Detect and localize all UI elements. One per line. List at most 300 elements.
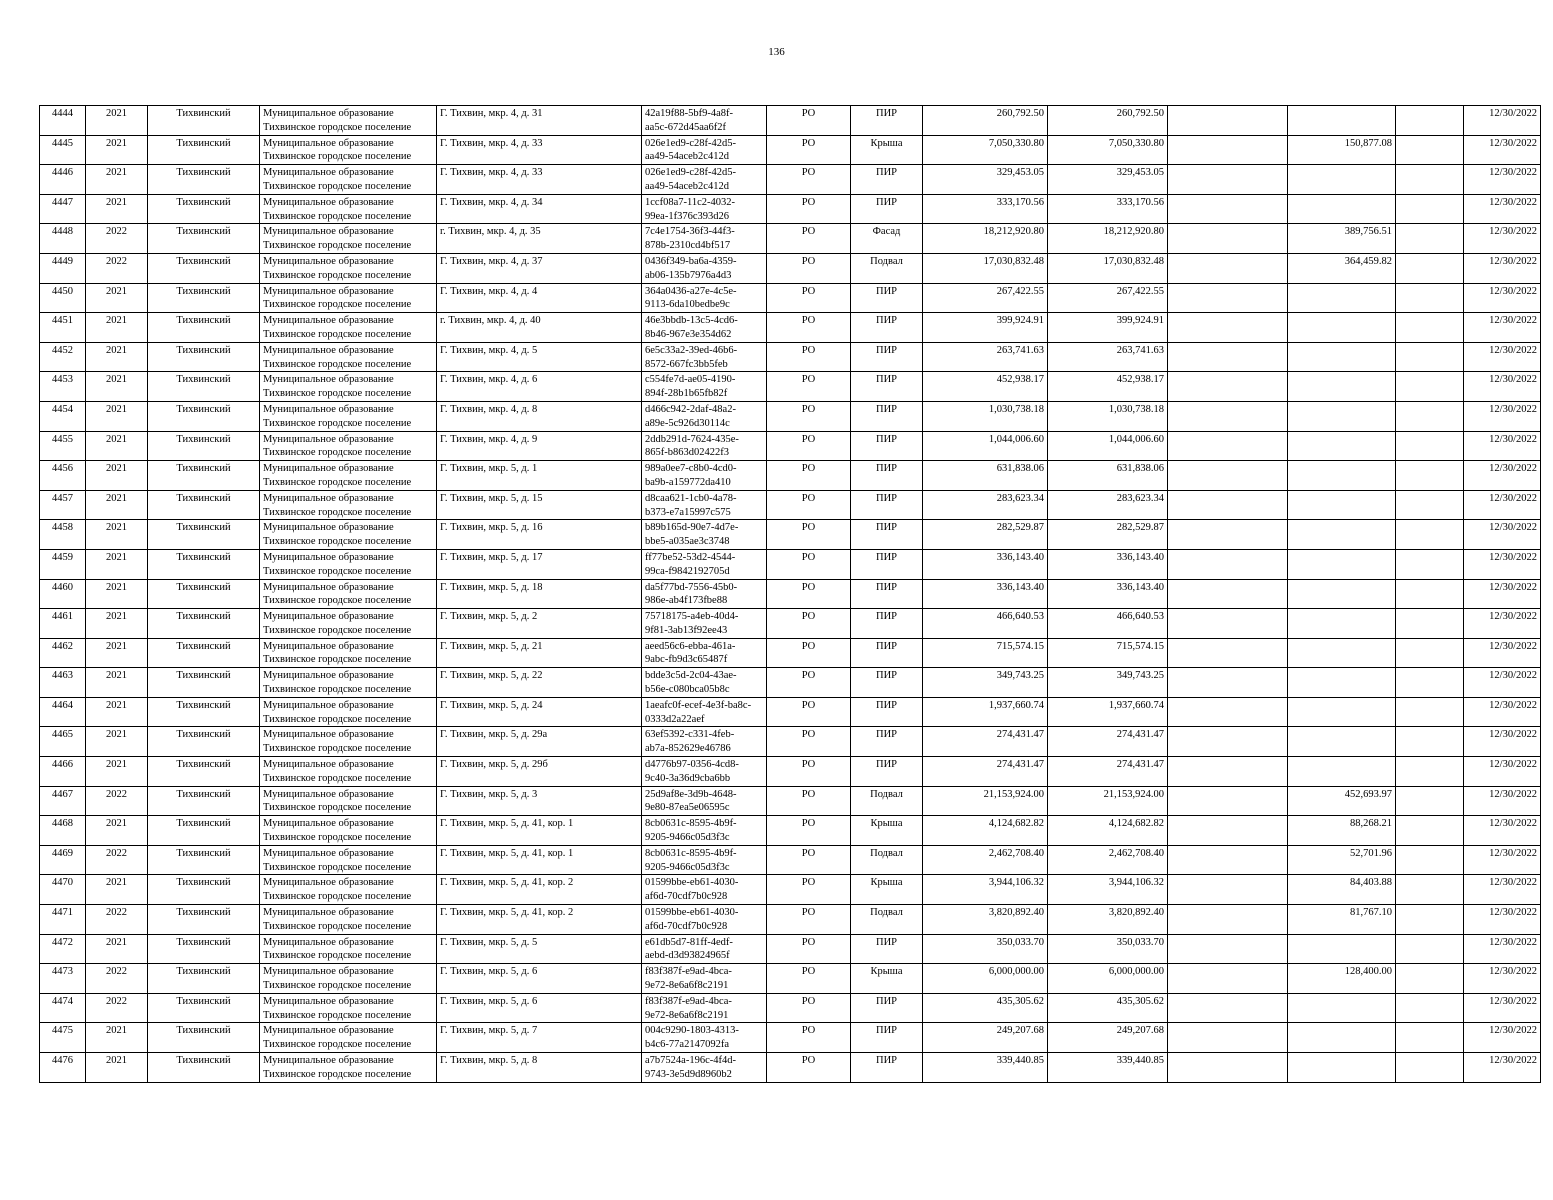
- cell-completion-date-text: 12/30/2022: [1489, 374, 1537, 386]
- cell-fund-cost-text: 6,000,000.00: [1108, 966, 1164, 978]
- cell-total-cost: [923, 816, 1048, 846]
- cell-operator-type: [767, 165, 851, 195]
- cell-house-id: [642, 579, 767, 609]
- cell-row-number: [40, 697, 86, 727]
- cell-operator-type: [767, 194, 851, 224]
- cell-work-type: [851, 638, 923, 668]
- table-row: [40, 342, 1541, 372]
- cell-work-type: [851, 431, 923, 461]
- cell-fund-cost: [1048, 757, 1168, 787]
- cell-completion-date: [1464, 964, 1541, 994]
- cell-municipality-text: Муниципальное образование: [263, 551, 394, 563]
- cell-completion-date: [1464, 461, 1541, 491]
- cell-fund-cost-text: 3,944,106.32: [1108, 877, 1164, 889]
- cell-work-type: [851, 993, 923, 1023]
- cell-other-cost: [1168, 461, 1288, 491]
- cell-control-cost: [1288, 993, 1396, 1023]
- cell-address-text: Г. Тихвин, мкр. 5, д. 17: [440, 551, 543, 563]
- cell-other-cost: [1168, 697, 1288, 727]
- cell-work-type: [851, 905, 923, 935]
- cell-house-id-text: ab7a-852629e46786: [645, 743, 731, 755]
- cell-municipality-text: Тихвинское городское поселение: [263, 358, 412, 370]
- cell-completion-date-text: 12/30/2022: [1489, 699, 1537, 711]
- cell-row-number-text: 4449: [52, 255, 73, 267]
- cell-year: [86, 786, 148, 816]
- cell-house-id-text: 9e72-8e6a6f8c2191: [645, 980, 729, 992]
- cell-house-id: [642, 1023, 767, 1053]
- cell-row-number-text: 4454: [52, 403, 73, 415]
- cell-house-id-text: 9205-9466c05d3f3c: [645, 832, 730, 844]
- cell-row-number: [40, 1023, 86, 1053]
- cell-total-cost: [923, 757, 1048, 787]
- cell-total-cost-text: 715,574.15: [996, 640, 1044, 652]
- cell-work-type: [851, 490, 923, 520]
- cell-control-cost: [1288, 520, 1396, 550]
- cell-total-cost-text: 452,938.17: [996, 374, 1044, 386]
- table-row: [40, 106, 1541, 136]
- cell-municipality-text: Муниципальное образование: [263, 463, 394, 475]
- cell-address: [437, 993, 642, 1023]
- cell-year: [86, 1053, 148, 1083]
- cell-address-text: Г. Тихвин, мкр. 5, д. 2: [440, 611, 538, 623]
- cell-house-id: [642, 490, 767, 520]
- cell-house-id-text: b56e-c080bca05b8c: [645, 684, 730, 696]
- cell-completion-date: [1464, 549, 1541, 579]
- cell-municipality: [260, 194, 437, 224]
- cell-control-cost: [1288, 194, 1396, 224]
- cell-control-cost-text: 452,693.97: [1344, 788, 1392, 800]
- cell-total-cost: [923, 697, 1048, 727]
- cell-total-cost: [923, 579, 1048, 609]
- cell-completion-date-text: 12/30/2022: [1489, 640, 1537, 652]
- cell-operator-type: [767, 401, 851, 431]
- cell-district-text: Тихвинский: [176, 640, 231, 652]
- cell-district: [148, 1023, 260, 1053]
- cell-other-cost: [1168, 106, 1288, 136]
- cell-address-text: Г. Тихвин, мкр. 5, д. 41, кор. 2: [440, 907, 574, 919]
- cell-control-cost: [1288, 845, 1396, 875]
- cell-address-text: Г. Тихвин, мкр. 5, д. 41, кор. 2: [440, 877, 574, 889]
- cell-address-text: Г. Тихвин, мкр. 5, д. 22: [440, 670, 543, 682]
- cell-house-id-text: 026e1ed9-c28f-42d5-: [645, 167, 736, 179]
- cell-year-text: 2021: [106, 167, 127, 179]
- cell-work-type-text: ПИР: [875, 670, 897, 682]
- cell-total-cost: [923, 609, 1048, 639]
- cell-address: [437, 135, 642, 165]
- cell-total-cost-text: 7,050,330.80: [988, 137, 1044, 149]
- cell-fund-cost-text: 333,170.56: [1116, 196, 1164, 208]
- cell-work-type: [851, 757, 923, 787]
- cell-row-number-text: 4456: [52, 463, 73, 475]
- cell-work-type: [851, 520, 923, 550]
- cell-municipality-text: Тихвинское городское поселение: [263, 506, 412, 518]
- cell-fund-cost: [1048, 579, 1168, 609]
- cell-total-cost: [923, 549, 1048, 579]
- cell-address: [437, 372, 642, 402]
- cell-row-number: [40, 106, 86, 136]
- cell-operator-type-text: РО: [801, 611, 816, 623]
- cell-house-id: [642, 549, 767, 579]
- cell-work-type-text: ПИР: [875, 995, 897, 1007]
- cell-total-cost-text: 274,431.47: [996, 729, 1044, 741]
- cell-work-type-text: ПИР: [875, 729, 897, 741]
- cell-control-cost: [1288, 638, 1396, 668]
- cell-work-type-text: Крыша: [870, 877, 903, 889]
- cell-year: [86, 727, 148, 757]
- cell-total-cost-text: 336,143.40: [996, 581, 1044, 593]
- cell-fund-cost: [1048, 165, 1168, 195]
- cell-municipality-text: Муниципальное образование: [263, 374, 394, 386]
- cell-fund-cost: [1048, 609, 1168, 639]
- cell-row-number: [40, 461, 86, 491]
- cell-work-type: [851, 135, 923, 165]
- cell-work-type: [851, 165, 923, 195]
- cell-work-type: [851, 727, 923, 757]
- cell-operator-type: [767, 313, 851, 343]
- cell-operator-type-text: РО: [801, 759, 816, 771]
- cell-completion-date: [1464, 697, 1541, 727]
- cell-work-type-text: ПИР: [875, 699, 897, 711]
- cell-municipality-text: Муниципальное образование: [263, 1025, 394, 1037]
- cell-district: [148, 668, 260, 698]
- cell-row-number-text: 4446: [52, 167, 73, 179]
- cell-completion-date: [1464, 401, 1541, 431]
- cell-house-id: [642, 194, 767, 224]
- cell-fund-cost-text: 267,422.55: [1116, 285, 1164, 297]
- cell-house-id-text: 63ef5392-c331-4feb-: [645, 729, 735, 741]
- cell-row-number: [40, 816, 86, 846]
- cell-house-id-text: d4776b97-0356-4cd8-: [645, 759, 739, 771]
- cell-address-text: Г. Тихвин, мкр. 5, д. 18: [440, 581, 543, 593]
- cell-extra-cost: [1396, 135, 1464, 165]
- cell-house-id-text: 0333d2a22aef: [645, 713, 705, 725]
- cell-other-cost: [1168, 668, 1288, 698]
- cell-municipality-text: Тихвинское городское поселение: [263, 328, 412, 340]
- cell-row-number-text: 4464: [52, 699, 73, 711]
- cell-district-text: Тихвинский: [176, 759, 231, 771]
- cell-row-number-text: 4461: [52, 611, 73, 623]
- cell-municipality: [260, 490, 437, 520]
- cell-municipality-text: Муниципальное образование: [263, 729, 394, 741]
- cell-house-id: [642, 1053, 767, 1083]
- cell-district-text: Тихвинский: [176, 344, 231, 356]
- cell-row-number: [40, 934, 86, 964]
- cell-municipality-text: Тихвинское городское поселение: [263, 743, 412, 755]
- cell-operator-type: [767, 372, 851, 402]
- cell-fund-cost-text: 1,044,006.60: [1108, 433, 1164, 445]
- cell-house-id: [642, 845, 767, 875]
- cell-total-cost-text: 18,212,920.80: [983, 226, 1044, 238]
- cell-municipality: [260, 727, 437, 757]
- cell-work-type-text: ПИР: [875, 285, 897, 297]
- cell-completion-date: [1464, 875, 1541, 905]
- cell-fund-cost: [1048, 638, 1168, 668]
- cell-work-type-text: ПИР: [875, 1025, 897, 1037]
- cell-work-type-text: ПИР: [875, 463, 897, 475]
- cell-fund-cost: [1048, 283, 1168, 313]
- cell-completion-date: [1464, 727, 1541, 757]
- cell-municipality-text: Тихвинское городское поселение: [263, 1068, 412, 1080]
- cell-address-text: Г. Тихвин, мкр. 5, д. 29б: [440, 759, 548, 771]
- cell-year: [86, 431, 148, 461]
- cell-row-number: [40, 283, 86, 313]
- cell-operator-type: [767, 135, 851, 165]
- cell-address: [437, 283, 642, 313]
- cell-fund-cost: [1048, 1053, 1168, 1083]
- cell-year-text: 2021: [106, 1025, 127, 1037]
- table-row: [40, 668, 1541, 698]
- cell-total-cost-text: 17,030,832.48: [983, 255, 1044, 267]
- cell-total-cost: [923, 1023, 1048, 1053]
- cell-completion-date: [1464, 194, 1541, 224]
- cell-fund-cost: [1048, 135, 1168, 165]
- cell-fund-cost: [1048, 934, 1168, 964]
- cell-address: [437, 431, 642, 461]
- cell-house-id-text: 7c4e1754-36f3-44f3-: [645, 226, 735, 238]
- cell-municipality-text: Тихвинское городское поселение: [263, 1039, 412, 1051]
- cell-work-type: [851, 372, 923, 402]
- cell-control-cost: [1288, 549, 1396, 579]
- cell-completion-date: [1464, 313, 1541, 343]
- cell-other-cost: [1168, 372, 1288, 402]
- table-row: [40, 490, 1541, 520]
- cell-control-cost: [1288, 727, 1396, 757]
- cell-year: [86, 194, 148, 224]
- cell-year-text: 2021: [106, 374, 127, 386]
- cell-row-number-text: 4473: [52, 966, 73, 978]
- cell-work-type: [851, 875, 923, 905]
- cell-operator-type: [767, 224, 851, 254]
- cell-fund-cost: [1048, 313, 1168, 343]
- cell-house-id-text: 9c40-3a36d9cba6bb: [645, 772, 731, 784]
- cell-fund-cost-text: 260,792.50: [1116, 108, 1164, 119]
- cell-year-text: 2022: [106, 226, 127, 238]
- cell-district-text: Тихвинский: [176, 611, 231, 623]
- cell-work-type: [851, 461, 923, 491]
- cell-completion-date: [1464, 283, 1541, 313]
- cell-extra-cost: [1396, 313, 1464, 343]
- cell-district: [148, 253, 260, 283]
- cell-address-text: Г. Тихвин, мкр. 5, д. 8: [440, 1055, 538, 1066]
- cell-house-id-text: 75718175-a4eb-40d4-: [645, 611, 739, 623]
- cell-completion-date-text: 12/30/2022: [1489, 463, 1537, 475]
- cell-work-type: [851, 342, 923, 372]
- cell-district: [148, 549, 260, 579]
- cell-fund-cost-text: 715,574.15: [1116, 640, 1164, 652]
- cell-operator-type-text: РО: [801, 670, 816, 682]
- cell-fund-cost-text: 631,838.06: [1116, 463, 1164, 475]
- cell-operator-type-text: РО: [801, 315, 816, 327]
- cell-work-type: [851, 224, 923, 254]
- cell-year: [86, 875, 148, 905]
- cell-address-text: Г. Тихвин, мкр. 5, д. 5: [440, 936, 538, 948]
- cell-house-id-text: ba9b-a159772da410: [645, 476, 731, 488]
- cell-municipality: [260, 697, 437, 727]
- cell-other-cost: [1168, 1053, 1288, 1083]
- cell-total-cost: [923, 253, 1048, 283]
- cell-district-text: Тихвинский: [176, 196, 231, 208]
- cell-address-text: Г. Тихвин, мкр. 4, д. 4: [440, 285, 538, 297]
- table-row: [40, 727, 1541, 757]
- cell-completion-date: [1464, 490, 1541, 520]
- cell-other-cost: [1168, 638, 1288, 668]
- cell-total-cost: [923, 875, 1048, 905]
- cell-municipality-text: Муниципальное образование: [263, 581, 394, 593]
- table-row: [40, 993, 1541, 1023]
- cell-district: [148, 283, 260, 313]
- cell-total-cost-text: 21,153,924.00: [983, 788, 1044, 800]
- cell-house-id-text: 9113-6da10bedbe9c: [645, 299, 730, 311]
- cell-row-number: [40, 342, 86, 372]
- cell-row-number-text: 4465: [52, 729, 73, 741]
- cell-fund-cost-text: 1,937,660.74: [1108, 699, 1164, 711]
- cell-operator-type-text: РО: [801, 936, 816, 948]
- cell-work-type: [851, 1023, 923, 1053]
- cell-extra-cost: [1396, 964, 1464, 994]
- cell-operator-type: [767, 253, 851, 283]
- cell-total-cost: [923, 993, 1048, 1023]
- cell-completion-date: [1464, 431, 1541, 461]
- cell-extra-cost: [1396, 845, 1464, 875]
- cell-address: [437, 697, 642, 727]
- cell-house-id-text: aa5c-672d45aa6f2f: [645, 121, 727, 133]
- cell-municipality: [260, 165, 437, 195]
- cell-address-text: Г. Тихвин, мкр. 5, д. 16: [440, 522, 543, 534]
- table-row: [40, 431, 1541, 461]
- cell-other-cost: [1168, 964, 1288, 994]
- cell-fund-cost: [1048, 372, 1168, 402]
- cell-work-type: [851, 934, 923, 964]
- cell-row-number-text: 4475: [52, 1025, 73, 1037]
- cell-total-cost: [923, 786, 1048, 816]
- cell-completion-date-text: 12/30/2022: [1489, 670, 1537, 682]
- cell-municipality-text: Муниципальное образование: [263, 995, 394, 1007]
- cell-total-cost-text: 350,033.70: [996, 936, 1044, 948]
- cell-house-id-text: da5f77bd-7556-45b0-: [645, 581, 738, 593]
- cell-house-id-text: 99ca-f9842192705d: [645, 565, 730, 577]
- cell-row-number: [40, 194, 86, 224]
- cell-row-number: [40, 1053, 86, 1083]
- cell-completion-date: [1464, 786, 1541, 816]
- cell-row-number: [40, 609, 86, 639]
- cell-house-id: [642, 165, 767, 195]
- cell-year: [86, 490, 148, 520]
- cell-work-type-text: Крыша: [870, 137, 903, 149]
- cell-fund-cost: [1048, 845, 1168, 875]
- cell-operator-type-text: РО: [801, 374, 816, 386]
- cell-district-text: Тихвинский: [176, 818, 231, 830]
- cell-completion-date: [1464, 1053, 1541, 1083]
- cell-house-id-text: aa49-54aceb2c412d: [645, 180, 729, 192]
- cell-house-id: [642, 816, 767, 846]
- cell-district-text: Тихвинский: [176, 108, 231, 119]
- cell-municipality: [260, 964, 437, 994]
- cell-municipality-text: Муниципальное образование: [263, 907, 394, 919]
- cell-fund-cost: [1048, 342, 1168, 372]
- cell-other-cost: [1168, 549, 1288, 579]
- cell-house-id: [642, 401, 767, 431]
- cell-work-type-text: ПИР: [875, 611, 897, 623]
- cell-address: [437, 845, 642, 875]
- cell-municipality-text: Тихвинское городское поселение: [263, 388, 412, 400]
- cell-fund-cost: [1048, 520, 1168, 550]
- cell-municipality-text: Тихвинское городское поселение: [263, 151, 412, 163]
- cell-total-cost-text: 4,124,682.82: [988, 818, 1044, 830]
- cell-municipality-text: Тихвинское городское поселение: [263, 980, 412, 992]
- table-row: [40, 697, 1541, 727]
- cell-operator-type-text: РО: [801, 1025, 816, 1037]
- cell-work-type-text: Подвал: [870, 907, 903, 919]
- cell-year: [86, 372, 148, 402]
- cell-work-type: [851, 106, 923, 136]
- cell-operator-type-text: РО: [801, 818, 816, 830]
- cell-total-cost: [923, 964, 1048, 994]
- cell-work-type: [851, 845, 923, 875]
- cell-control-cost: [1288, 964, 1396, 994]
- cell-municipality: [260, 283, 437, 313]
- cell-work-type-text: Крыша: [870, 966, 903, 978]
- cell-address: [437, 313, 642, 343]
- cell-municipality: [260, 845, 437, 875]
- table-row: [40, 1023, 1541, 1053]
- cell-house-id-text: aa49-54aceb2c412d: [645, 151, 729, 163]
- cell-completion-date-text: 12/30/2022: [1489, 403, 1537, 415]
- cell-completion-date-text: 12/30/2022: [1489, 551, 1537, 563]
- cell-work-type-text: ПИР: [875, 936, 897, 948]
- cell-year: [86, 609, 148, 639]
- cell-address: [437, 816, 642, 846]
- table-row: [40, 786, 1541, 816]
- cell-municipality-text: Тихвинское городское поселение: [263, 180, 412, 192]
- cell-fund-cost-text: 3,820,892.40: [1108, 907, 1164, 919]
- cell-operator-type: [767, 993, 851, 1023]
- cell-municipality-text: Тихвинское городское поселение: [263, 536, 412, 548]
- cell-district: [148, 165, 260, 195]
- cell-house-id-text: 8b46-967e3e354d62: [645, 328, 732, 340]
- cell-district-text: Тихвинский: [176, 315, 231, 327]
- cell-row-number: [40, 875, 86, 905]
- cell-year: [86, 964, 148, 994]
- cell-row-number-text: 4450: [52, 285, 73, 297]
- cell-house-id-text: 9743-3e5d9d8960b2: [645, 1068, 732, 1080]
- cell-year-text: 2021: [106, 670, 127, 682]
- cell-year: [86, 816, 148, 846]
- cell-fund-cost: [1048, 668, 1168, 698]
- cell-house-id-text: af6d-70cdf7b0c928: [645, 920, 728, 932]
- cell-district-text: Тихвинский: [176, 1025, 231, 1037]
- cell-municipality-text: Тихвинское городское поселение: [263, 447, 412, 459]
- cell-address: [437, 461, 642, 491]
- cell-extra-cost: [1396, 401, 1464, 431]
- cell-address: [437, 727, 642, 757]
- cell-address-text: Г. Тихвин, мкр. 4, д. 5: [440, 344, 538, 356]
- cell-operator-type-text: РО: [801, 255, 816, 267]
- cell-year-text: 2021: [106, 403, 127, 415]
- cell-fund-cost-text: 282,529.87: [1116, 522, 1164, 534]
- cell-total-cost-text: 6,000,000.00: [988, 966, 1044, 978]
- cell-completion-date-text: 12/30/2022: [1489, 285, 1537, 297]
- cell-row-number-text: 4468: [52, 818, 73, 830]
- cell-municipality: [260, 786, 437, 816]
- cell-row-number-text: 4470: [52, 877, 73, 889]
- cell-operator-type: [767, 964, 851, 994]
- cell-total-cost-text: 466,640.53: [996, 611, 1044, 623]
- cell-total-cost-text: 3,820,892.40: [988, 907, 1044, 919]
- cell-total-cost-text: 399,924.91: [996, 315, 1044, 327]
- cell-house-id: [642, 461, 767, 491]
- cell-total-cost: [923, 934, 1048, 964]
- cell-municipality-text: Тихвинское городское поселение: [263, 654, 412, 666]
